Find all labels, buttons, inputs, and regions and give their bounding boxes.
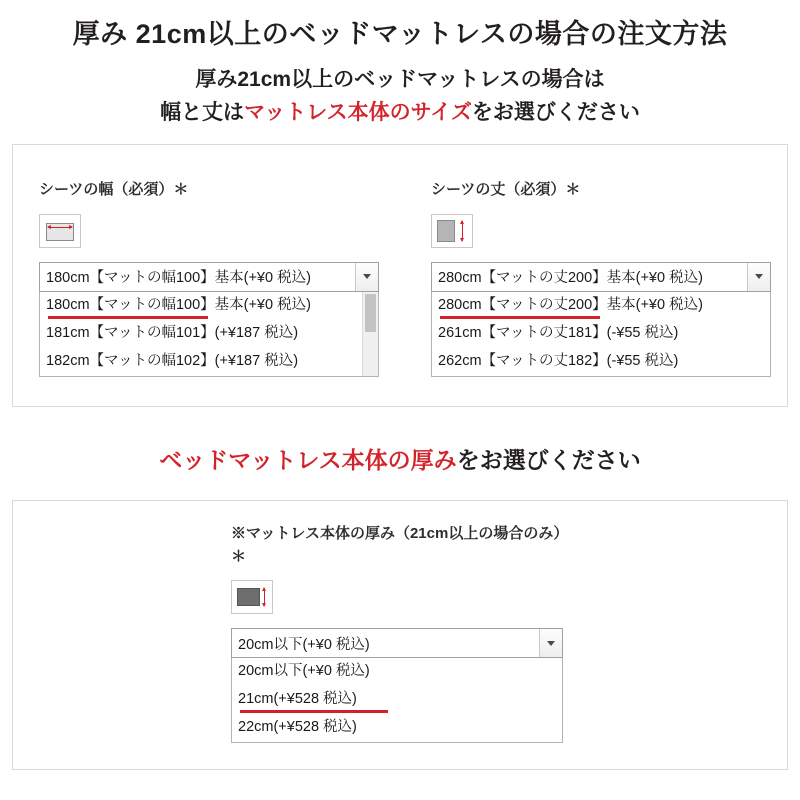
thickness-caption-rest: をお選びください [456, 447, 641, 473]
mattress-thickness-option[interactable]: 20cm以下(+¥0 税込) [238, 663, 370, 679]
mattress-thickness-select-wrap [231, 628, 563, 743]
sheet-length-option[interactable]: 280cm【マットの丈200】基本(+¥0 税込) [432, 292, 770, 320]
mattress-thickness-field [231, 523, 576, 743]
thickness-selection-panel [12, 500, 788, 770]
sheet-width-select[interactable] [39, 262, 379, 292]
dropdown-scrollbar-thumb[interactable] [365, 294, 376, 332]
mattress-thickness-option[interactable]: 22cm(+¥528 税込) [238, 719, 357, 736]
sheet-length-option[interactable]: 261cm【マットの丈181】(-¥55 税込) [438, 324, 679, 341]
subtitle-line-2 [0, 97, 800, 130]
sheet-width-option[interactable]: 180cm【マットの幅100】基本(+¥0 税込) [40, 292, 378, 320]
sheet-length-selected-value: 280cm【マットの丈200】基本(+¥0 税込) [438, 270, 703, 286]
sheet-width-select-wrap [39, 262, 379, 377]
sheet-width-selected-value: 180cm【マットの幅100】基本(+¥0 税込) [46, 270, 311, 286]
chevron-down-icon[interactable] [539, 629, 562, 657]
size-selection-panel [12, 144, 788, 407]
sheet-length-select-wrap [431, 262, 771, 377]
mattress-thickness-label: ※マットレス本体の厚み（21cm以上の場合のみ）＊ [231, 525, 569, 565]
chevron-down-icon[interactable] [747, 263, 770, 291]
chevron-down-icon[interactable] [355, 263, 378, 291]
sheet-length-label: シーツの丈（必須）＊ [431, 181, 581, 198]
sheet-length-option[interactable]: 262cm【マットの丈182】(-¥55 税込) [438, 352, 679, 369]
subtitle-line-2-post: をお選びください [471, 100, 640, 124]
sheet-width-label: シーツの幅（必須）＊ [39, 181, 189, 198]
mattress-thickness-icon [231, 580, 273, 614]
subtitle-line-1: 厚み21cm以上のベッドマットレスの場合は [195, 68, 605, 92]
mattress-thickness-option[interactable]: 21cm(+¥528 税込) [232, 686, 562, 714]
sheet-length-field [431, 179, 771, 377]
mattress-width-icon [39, 214, 81, 248]
sheet-length-select[interactable] [431, 262, 771, 292]
page-subtitle [0, 64, 800, 129]
sheet-width-option[interactable]: 181cm【マットの幅101】(+¥187 税込) [46, 324, 299, 341]
thickness-caption [0, 442, 800, 475]
mattress-thickness-dropdown[interactable] [231, 658, 563, 743]
subtitle-line-2-accent: マットレス本体のサイズ [244, 100, 472, 124]
subtitle-line-2-pre: 幅と丈は [160, 100, 245, 124]
page-title: 厚み 21cm以上のベッドマットレスの場合の注文方法 [72, 19, 728, 49]
sheet-length-dropdown[interactable] [431, 292, 771, 377]
mattress-thickness-selected-value: 20cm以下(+¥0 税込) [238, 636, 370, 653]
mattress-thickness-select[interactable] [231, 628, 563, 658]
sheet-width-field [39, 179, 379, 377]
mattress-length-icon [431, 214, 473, 248]
dropdown-scrollbar[interactable] [362, 292, 378, 376]
sheet-width-option[interactable]: 182cm【マットの幅102】(+¥187 税込) [46, 352, 299, 369]
sheet-width-dropdown[interactable] [39, 292, 379, 377]
thickness-caption-accent: ベッドマットレス本体の厚み [159, 447, 457, 473]
